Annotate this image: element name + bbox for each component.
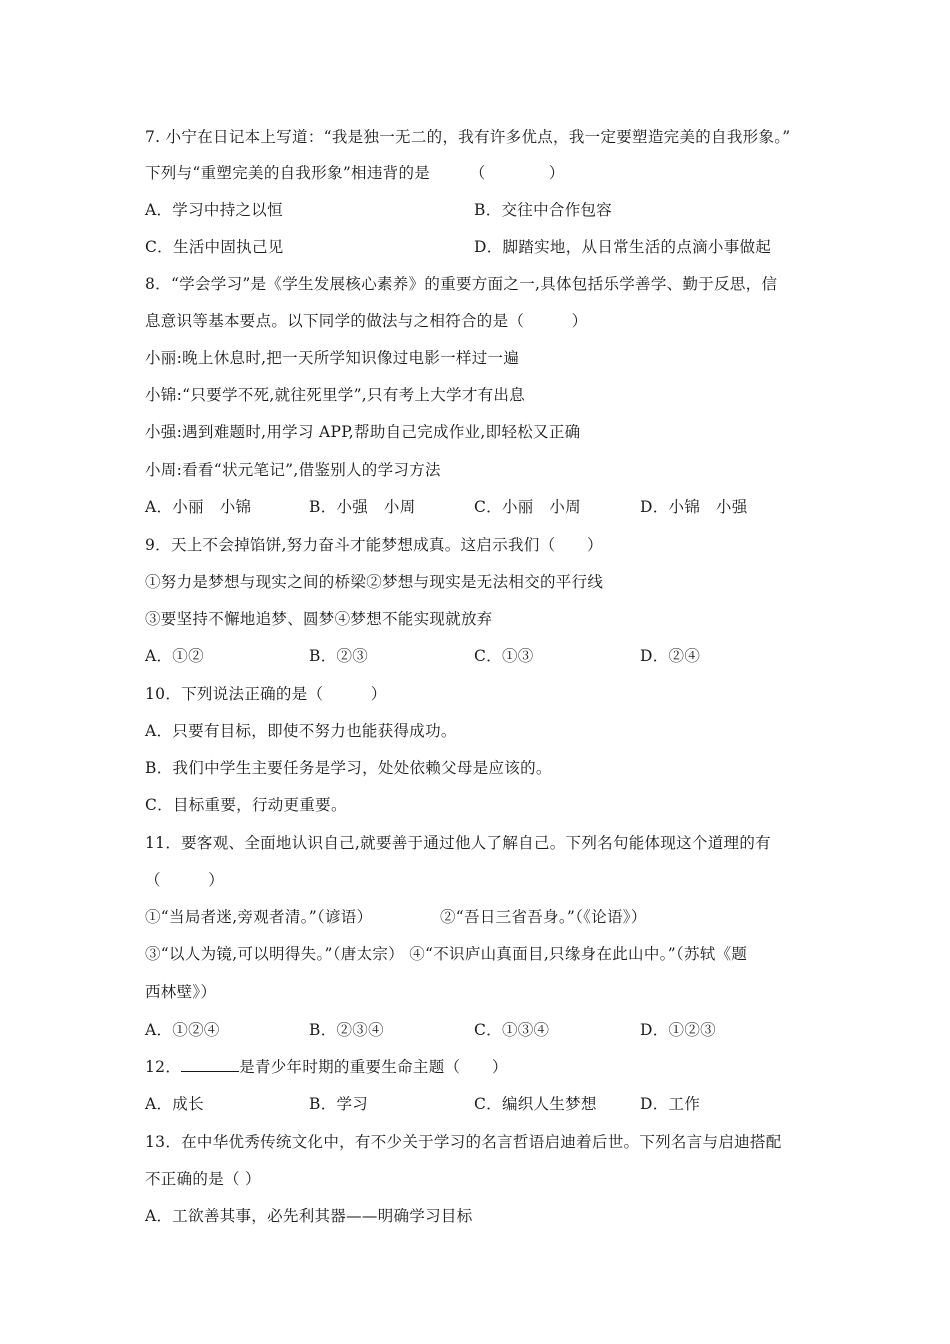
q11-quote-1: ①“当局者迷,旁观者清。”（谚语） — [145, 908, 373, 926]
q12-option-b: B．学习 — [309, 1095, 369, 1113]
q8-statement-xiaoli: 小丽:晚上休息时,把一天所学知识像过电影一样过一遍 — [145, 349, 520, 367]
q13-stem-line-1: 13．在中华优秀传统文化中，有不少关于学习的名言哲语启迪着后世。下列名言与启迪搭配 — [145, 1133, 782, 1151]
q12-number: 12． — [145, 1058, 182, 1076]
q8-option-a: A．小丽 小锦 — [145, 498, 252, 516]
q11-option-b: B．②③④ — [309, 1021, 384, 1039]
q7-option-c: C．生活中固执己见 — [145, 238, 284, 256]
q11-stem-line-2: （ ） — [145, 871, 225, 889]
q8-statement-xiaoqiang: 小强:遇到难题时,用学习 APP,帮助自己完成作业,即轻松又正确 — [145, 423, 581, 441]
q8-option-b: B．小强 小周 — [309, 498, 416, 516]
q10-option-c: C．目标重要，行动更重要。 — [145, 796, 347, 814]
q12-stem-text: 是青少年时期的重要生命主题（ ） — [239, 1058, 508, 1076]
q8-option-c: C．小丽 小周 — [474, 498, 581, 516]
q9-option-c: C．①③ — [474, 647, 534, 665]
q8-statement-xiaojin: 小锦:“只要学不死,就往死里学”,只有考上大学才有出息 — [145, 386, 526, 404]
q8-option-d: D．小锦 小强 — [640, 498, 748, 516]
q10-option-a: A．只要有目标，即使不努力也能获得成功。 — [145, 722, 457, 740]
q9-option-b: B．②③ — [309, 647, 369, 665]
q11-quote-4-continued: 西林壁》） — [145, 983, 217, 1001]
q7-stem-line-2: 下列与“重塑完美的自我形象”相违背的是 （ ） — [145, 164, 565, 182]
q8-stem-line-2: 息意识等基本要点。以下同学的做法与之相符合的是（ ） — [145, 312, 588, 330]
q11-option-d: D．①②③ — [640, 1021, 716, 1039]
q9-statements-line-1: ①努力是梦想与现实之间的桥梁②梦想与现实是无法相交的平行线 — [145, 573, 604, 591]
q12-option-c: C．编织人生梦想 — [474, 1095, 597, 1113]
q12-option-a: A．成长 — [145, 1095, 204, 1113]
q8-stem-line-1: 8．“学会学习”是《学生发展核心素养》的重要方面之一,具体包括乐学善学、勤于反思，信 — [145, 275, 778, 293]
q7-option-b: B．交往中合作包容 — [474, 201, 613, 219]
q12-option-d: D．工作 — [640, 1095, 701, 1113]
q11-quotes-3-4: ③“以人为镜,可以明得失。”（唐太宗） ④“不识庐山真面目,只缘身在此山中。”（苏轼《题 — [145, 945, 748, 963]
q11-stem-line-1: 11．要客观、全面地认识自己,就要善于通过他人了解自己。下列名句能体现这个道理的有 — [145, 834, 771, 852]
q9-option-d: D．②④ — [640, 647, 701, 665]
q8-statement-xiaozhou: 小周:看看“状元笔记”,借鉴别人的学习方法 — [145, 461, 441, 479]
q12-stem — [145, 1057, 508, 1077]
q11-quote-2: ②“吾日三省吾身。”（《论语》） — [440, 908, 647, 926]
q7-option-a: A．学习中持之以恒 — [145, 201, 283, 219]
q11-option-a: A．①②④ — [145, 1021, 220, 1039]
q13-stem-line-2: 不正确的是（ ） — [145, 1170, 261, 1188]
q13-option-a: A．工欲善其事，必先利其器——明确学习目标 — [145, 1207, 473, 1225]
q10-stem: 10．下列说法正确的是（ ） — [145, 685, 387, 703]
q9-statements-line-2: ③要坚持不懈地追梦、圆梦④梦想不能实现就放弃 — [145, 610, 493, 628]
q7-stem-line-1: 7. 小宁在日记本上写道：“我是独一无二的，我有许多优点，我一定要塑造完美的自我形象。” — [145, 128, 791, 146]
q7-option-d: D．脚踏实地，从日常生活的点滴小事做起 — [474, 238, 772, 256]
q9-option-a: A．①② — [145, 647, 204, 665]
q12-fill-blank — [181, 1057, 239, 1072]
q9-stem-line-1: 9．天上不会掉馅饼,努力奋斗才能梦想成真。这启示我们（ ） — [145, 536, 603, 554]
q10-option-b: B．我们中学生主要任务是学习，处处依赖父母是应该的。 — [145, 759, 552, 777]
q11-option-c: C．①③④ — [474, 1021, 550, 1039]
